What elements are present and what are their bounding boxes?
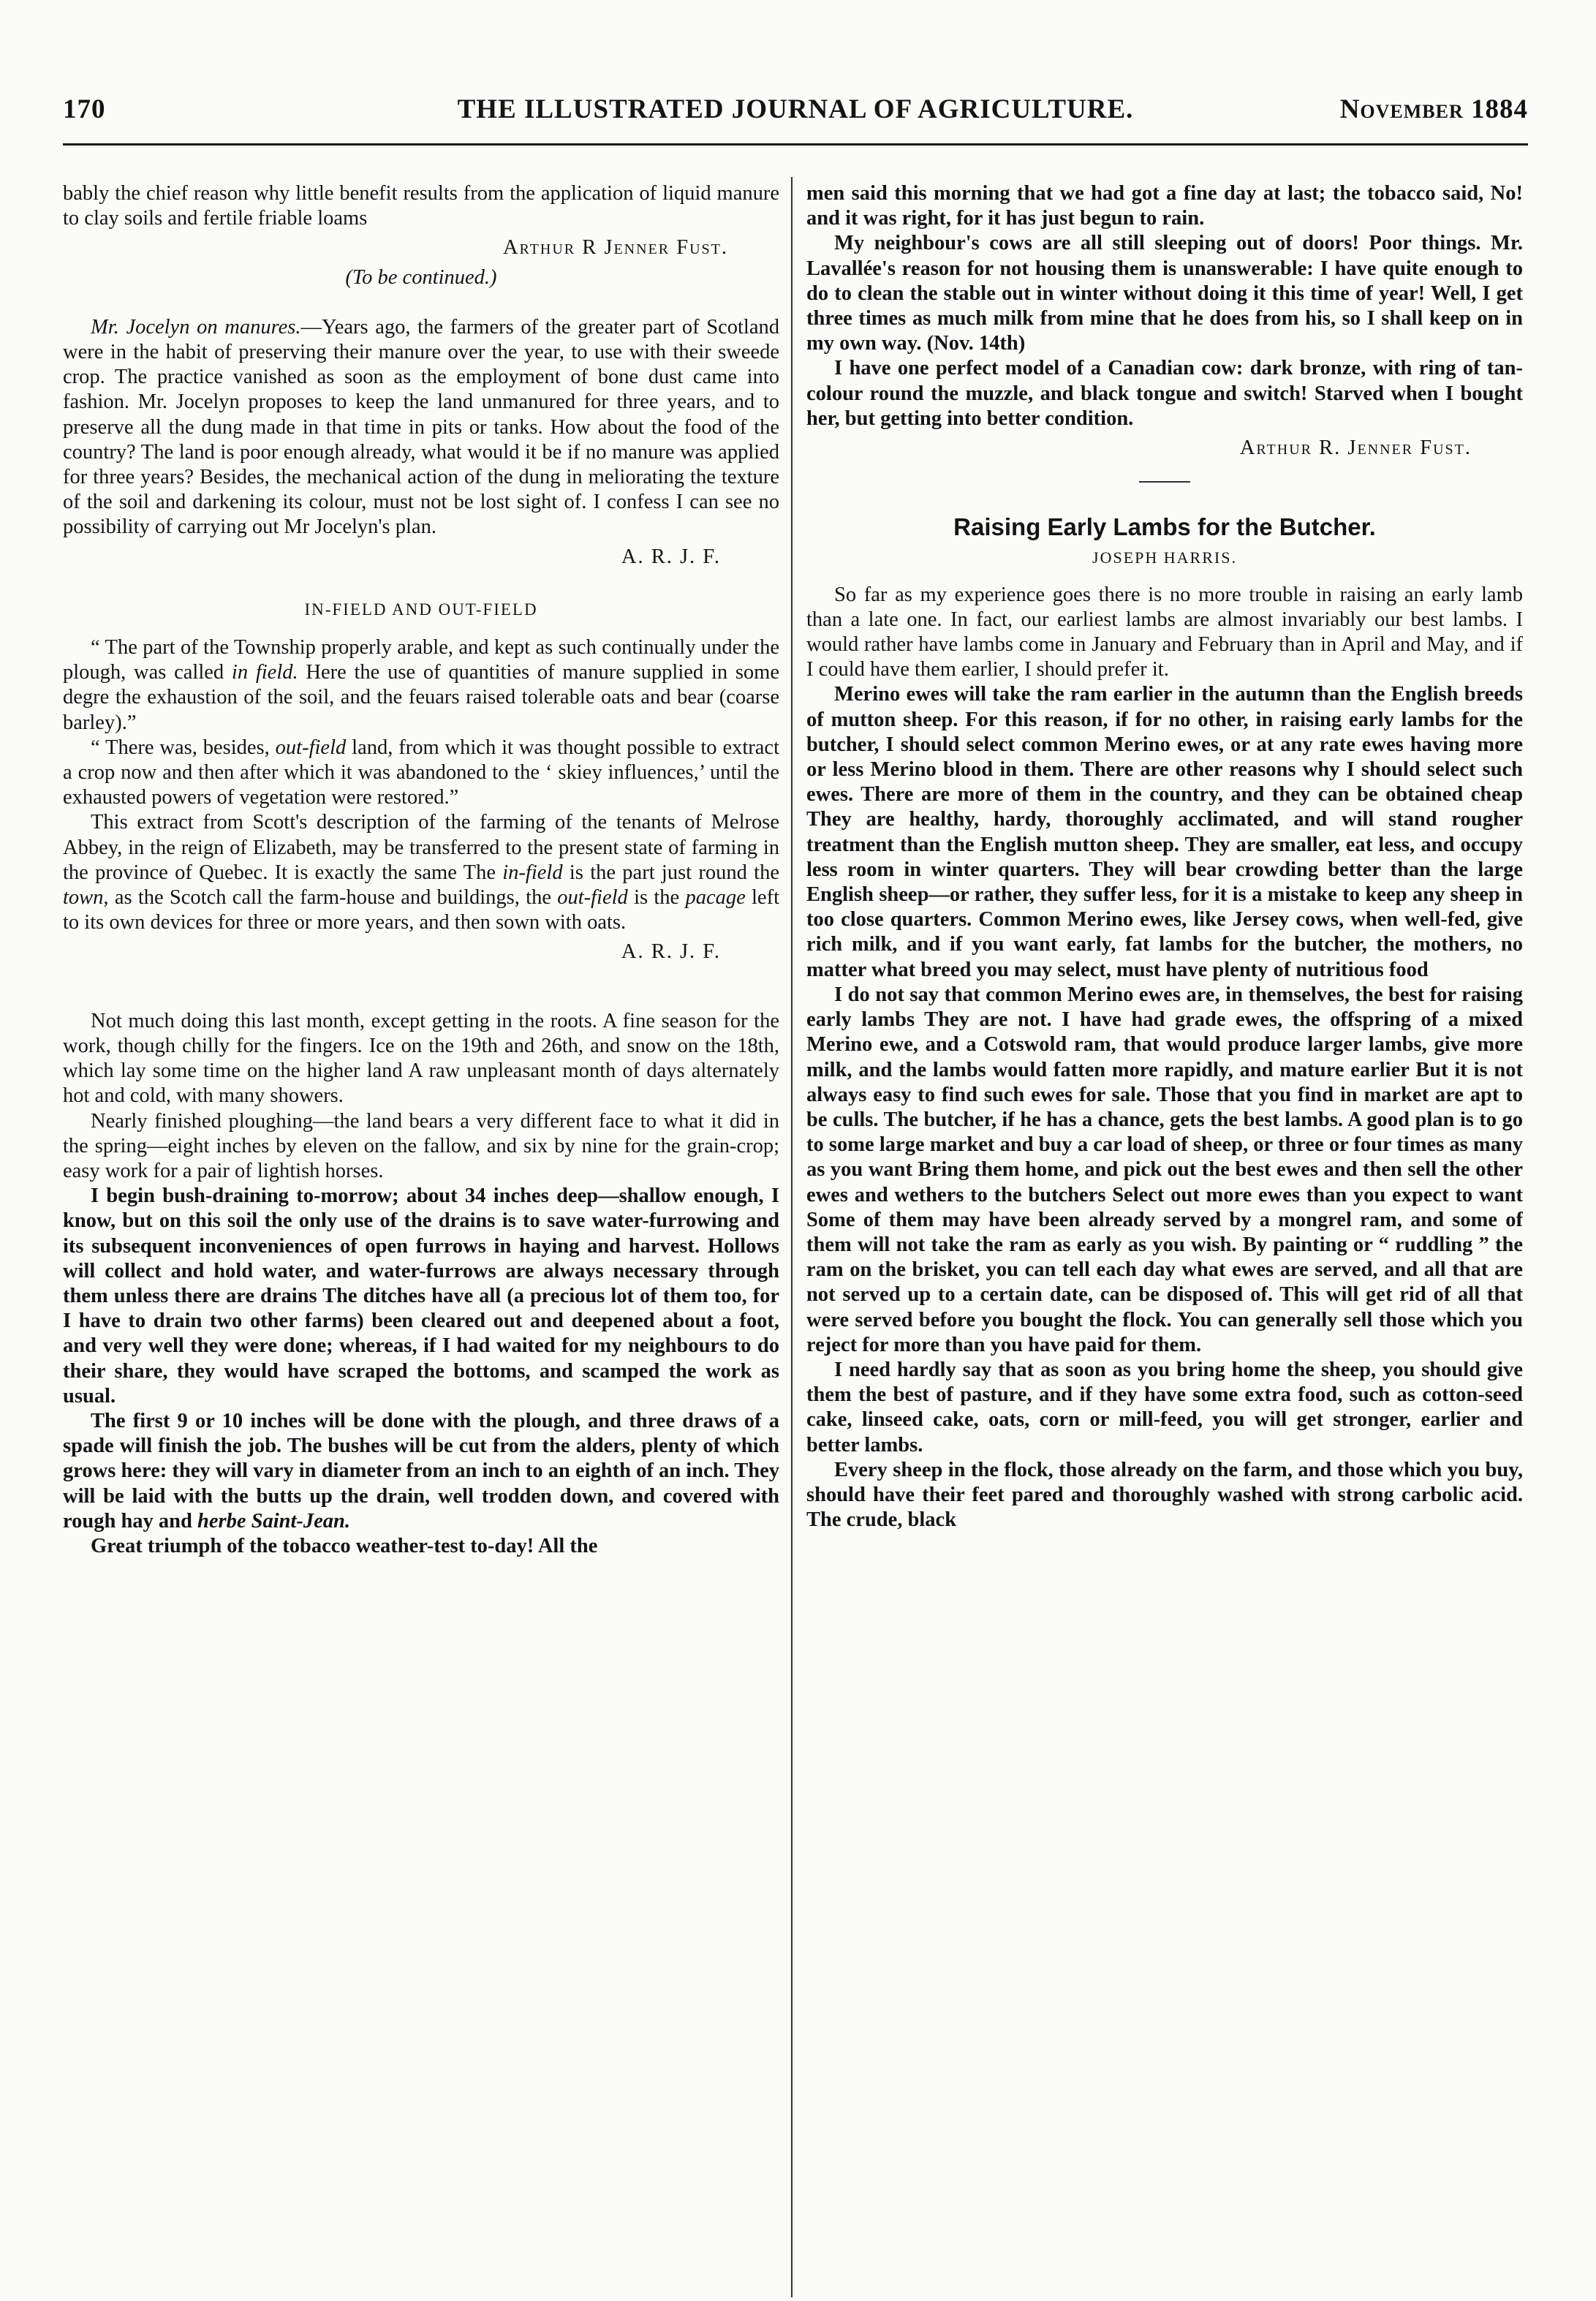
italic-run: pacage xyxy=(685,886,746,910)
paragraph-text: —Years ago, the farmers of the greater part of Scotland were in the habit of preserving their manure over the year, to use with their sweede crop. The practice vanished as soon as the employment of bone dust came into fashion. Mr. Jocelyn proposes to keep the land unmanured for three years, and to preserve all the dung made in that time in pits or tanks. How about the food of the country? The land is poor enough already, what would it be if no manure was applied for three years? Besides, the mechanical action of the dung in meliorating the texture of the soil and darkening its colour, must not be lost sight of. I confess I can see no possibility of carrying out Mr Jocelyn's plan. xyxy=(63,315,779,539)
paragraph: men said this morning that we had got a fine day at last; the tobacco said, No! and it was right, for it has just begun to rain. xyxy=(806,182,1523,230)
journal-title: THE ILLUSTRATED JOURNAL OF AGRICULTURE. xyxy=(457,94,1134,124)
article-title: Raising Early Lambs for the Butcher. xyxy=(953,513,1376,541)
paragraph: Merino ewes will take the ram earlier in the autumn than the English breeds of mutton sheep. For this reason, if for no other, in raising early lambs for the butcher, I should select common Merino ewes, or at any rate ewes having more or less Merino blood in them. There are other reasons why I should select such ewes. There are more of them in the country, and they can be obtained cheap They are healthy, hardy, thoroughly acclimated, and will stand rougher treatment than the English mutton sheep. They are smaller, eat less, and occupy less room in winter quarters. They will bear crowding better than the large English sheep—or rather, they suffer less, for it is a mistake to keep any sheep in too close quarters. Common Merino ewes, like Jersey cows, when well-fed, give rich milk, and if you want early, fat lambs for the butcher, the mothers, no matter what breed you may select, must have plenty of nutritious food xyxy=(806,683,1523,981)
paragraph: I do not say that common Merino ewes are, in themselves, the best for raising early lambs They are not. I have had grade ewes, the offspring of a mixed Merino ewe, and a Cotswold ram, that would produce larger lambs, give more milk, and the lambs would fatten more rapidly, and mature earlier But it is not always easy to find such ewes for sale. Those that you find in market are apt to be culls. The butcher, if he has a chance, gets the best lambs. A good plan is to go to some large market and buy a car load of sheep, or three or four times as many as you want Bring them home, and pick out the best ewes and then sell the other ewes and wethers to the butchers Select out more ewes than you expect to want Some of them may have been already served by a mongrel ram, and some of them will not take the ram as early as you wish. By painting or “ ruddling ” the ram on the brisket, you can tell each day what ewes are served, and all that are not served up to a certain date, can be disposed of. This will get rid of all that were served before you bought the flock. You can generally sell those which you reject for more than you have paid for them. xyxy=(806,983,1523,1356)
italic-run: herbe Saint-Jean. xyxy=(197,1509,351,1533)
left-column xyxy=(63,181,779,2296)
signature: A. R. J. F. xyxy=(621,940,721,964)
italic-run: out-field xyxy=(275,736,347,759)
italic-run: in field. xyxy=(231,661,298,684)
signature: Arthur R Jenner Fust. xyxy=(502,236,728,260)
paragraph: My neighbour's cows are all still sleeping out of doors! Poor things. Mr. Lavallée's reason for not housing them is unanswerable: I have quite enough to do to clean the stable out in winter without doing it this time of year! Well, I get three times as much milk from mine that he does from his, so I shall keep on in my own way. (Nov. 14th) xyxy=(806,232,1523,355)
running-head xyxy=(63,94,1528,135)
paragraph-jocelyn xyxy=(63,315,779,540)
text-run: This extract from Scott's description of the farming of the tenants of Melrose Abbey, in the reign of Elizabeth, may be transferred to the present state of farming in the province of Quebec. It is exactly the same The xyxy=(63,811,779,884)
page-number: 170 xyxy=(63,94,106,124)
text-run: “ There was, besides, xyxy=(91,736,276,759)
paragraph: So far as my experience goes there is no more trouble in raising an early lamb than a late one. In fact, our earliest lambs are almost invariably our best lambs. I would rather have lambs come in January and February than in April and May, and if I could have them earlier, I should prefer it. xyxy=(806,583,1523,681)
continued-note: (To be continued.) xyxy=(345,265,497,289)
spacer xyxy=(63,970,779,1009)
paragraph-lead: Mr. Jocelyn on manures. xyxy=(91,315,301,339)
paragraph: Great triumph of the tobacco weather-test to-day! All the xyxy=(91,1534,598,1557)
paragraph: Every sheep in the flock, those already on the farm, and those which you buy, should have their feet pared and thoroughly washed with strong carbolic acid. The crude, black xyxy=(806,1458,1523,1532)
paragraph: Not much doing this last month, except getting in the roots. A fine season for the work, though chilly for the fingers. Ice on the 19th and 26th, and snow on the 18th, which lay some time on the higher land A raw unpleasant month of days alternately hot and cold, with many showers. xyxy=(63,1009,779,1108)
section-subheading: IN-FIELD AND OUT-FIELD xyxy=(304,600,538,619)
paragraph xyxy=(63,1409,779,1534)
header-rule xyxy=(63,143,1528,146)
issue-date: November 1884 xyxy=(1339,94,1528,124)
separator-rule xyxy=(1139,481,1190,483)
text-run: The first 9 or 10 inches will be done with the plough, and three draws of a spade will finish the job. The bushes will be cut from the alders, plenty of which grows here: they will vary in diameter from an inch to an eighth of an inch. They will be laid with the butts up the drain, well trodden down, and covered with rough hay and xyxy=(63,1409,779,1533)
paragraph xyxy=(63,810,779,935)
italic-run: out-field xyxy=(557,886,628,910)
quotation xyxy=(63,736,779,811)
paragraph: I begin bush-draining to-morrow; about 34 inches deep—shallow enough, I know, but on this soil the only use of the drains is to save water-furrowing and its subsequent inconveniences of open furrows in haying and harvest. Hollows will collect and hold water, and water-furrows are always necessary through them unless there are drains The ditches have all (a precious lot of them too, for I have to drain two other farms) been cleared out and deepened about a foot, and very well they were done; whereas, if I had waited for my neighbours to do their share, they would have scraped the bottoms, and scamped the work as usual. xyxy=(63,1184,779,1408)
signature: Arthur R. Jenner Fust. xyxy=(1239,437,1472,460)
column-rule xyxy=(791,177,793,2297)
text-run: as the Scotch call the farm-house and buildings, the xyxy=(108,886,558,910)
article-byline: JOSEPH HARRIS. xyxy=(1092,548,1237,567)
text-run: Here the use of quantities of manure supplied in some degre the exhaustion of the soil, and the feuars raised tolerable oats and bear (coarse barley).” xyxy=(63,661,779,734)
spacer xyxy=(63,290,779,315)
paragraph: Nearly finished ploughing—the land bears a very different face to what it did in the spring—eight inches by eleven on the fallow, and six by nine for the grain-crop; easy work for a pair of lightish horses. xyxy=(63,1109,779,1182)
paragraph: I have one perfect model of a Canadian cow: dark bronze, with ring of tan-colour round the muzzle, and black tongue and switch! Starved when I bought her, but getting into better condition. xyxy=(806,357,1523,430)
italic-run: in-field xyxy=(502,861,563,884)
right-column xyxy=(806,181,1523,2296)
paragraph: bably the chief reason why little benefit results from the application of liquid manure to clay soils and fertile friable loams xyxy=(63,182,779,230)
text-run: “ The part of the Township properly arable, and kept as such continually under the plough, was called xyxy=(63,636,779,684)
text-run: is the part just round the xyxy=(562,861,779,884)
signature: A. R. J. F. xyxy=(621,545,721,568)
text-run: is the xyxy=(627,886,686,910)
quotation xyxy=(63,635,779,736)
text-run: land, from which it was thought possible to extract a crop now and then after which it was abandoned to the ‘ skiey influences,’ until the exhausted powers of vegetation were restored.” xyxy=(63,736,779,809)
text-run: left to its own devices for three or more years, and then sown with oats. xyxy=(63,886,779,934)
italic-run: town, xyxy=(63,886,109,910)
paragraph: I need hardly say that as soon as you bring home the sheep, you should give them the best of pasture, and if they have some extra food, such as cotton-seed cake, linseed cake, oats, corn or mill-feed, you will get stronger, earlier and better lambs. xyxy=(806,1358,1523,1456)
